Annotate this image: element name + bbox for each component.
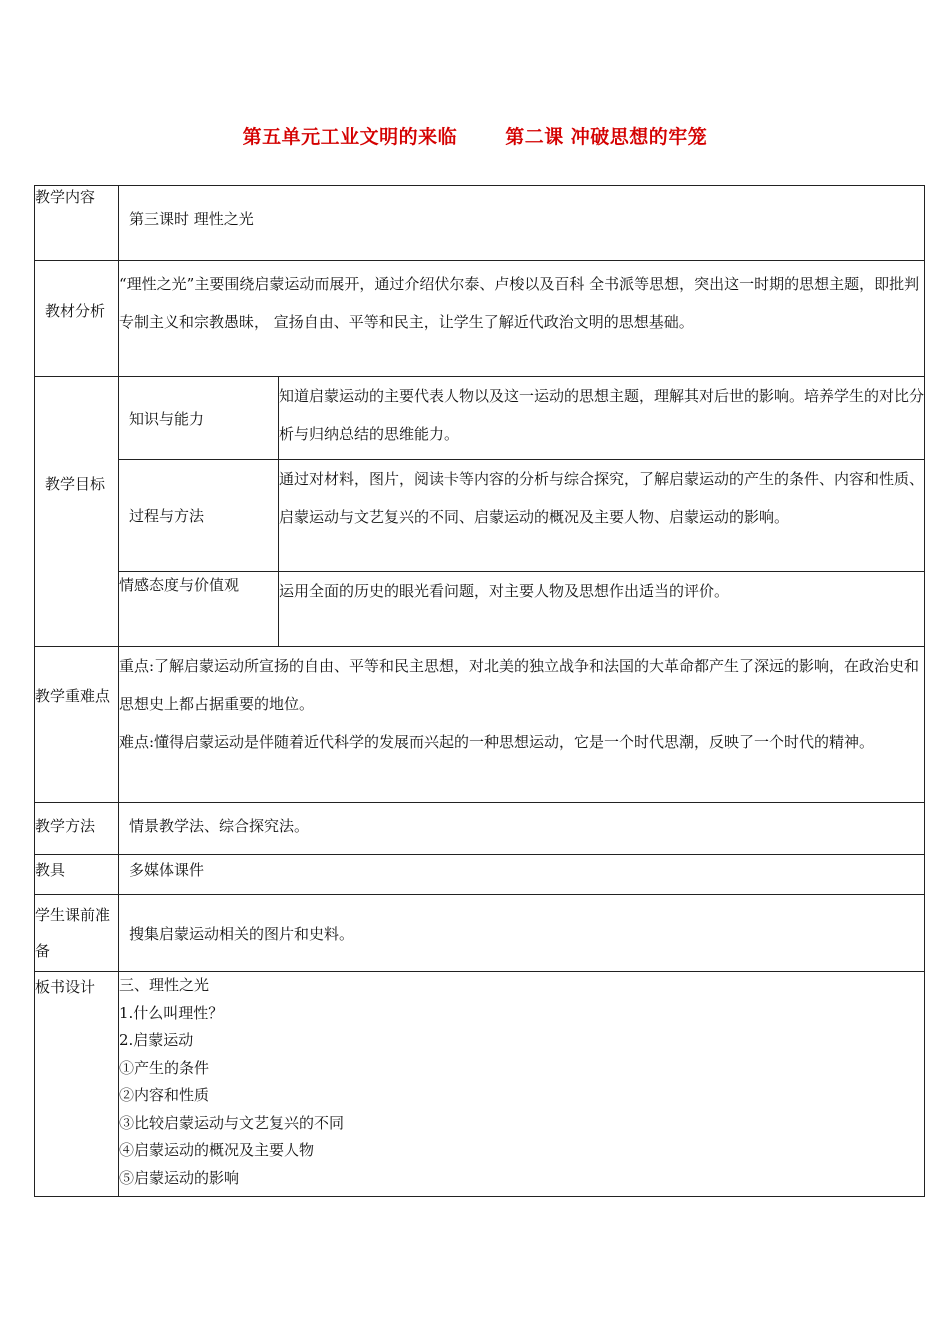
page-title (0, 122, 950, 149)
value-prep: 搜集启蒙运动相关的图片和史料。 (119, 895, 925, 972)
board-line: ①产生的条件 (119, 1058, 210, 1077)
row-keypoints (35, 647, 925, 803)
label-analysis: 教材分析 (35, 261, 119, 377)
key-point: 重点:了解启蒙运动所宣扬的自由、平等和民主思想，对北美的独立战争和法国的大革命都产生了深远的影响，在政治史和思想史上都占据重要的地位。 (119, 657, 920, 713)
value-content: 第三课时 理性之光 (119, 186, 925, 261)
lesson-plan-table (34, 185, 925, 1197)
goal-name-process: 过程与方法 (119, 460, 279, 572)
goal-name-attitude: 情感态度与价值观 (119, 572, 279, 647)
goal-text-attitude: 运用全面的历史的眼光看问题，对主要人物及思想作出适当的评价。 (279, 572, 925, 647)
board-line: ③比较启蒙运动与文艺复兴的不同 (119, 1113, 345, 1132)
goal-text-process: 通过对材料，图片，阅读卡等内容的分析与综合探究，了解启蒙运动的产生的条件、内容和性质、启蒙运动与文艺复兴的不同、启蒙运动的概况及主要人物、启蒙运动的影响。 (279, 460, 925, 572)
title-lesson: 第二课 冲破思想的牢笼 (505, 126, 708, 148)
value-analysis: “理性之光”主要围绕启蒙运动而展开，通过介绍伏尔泰、卢梭以及百科 全书派等思想，突出这一时期的思想主题，即批判专制主义和宗教愚昧， 宣扬自由、平等和民主，让学生了解近代政治文明的思想基础。 (119, 261, 925, 377)
row-prep (35, 895, 925, 972)
label-prep: 学生课前准备 (35, 895, 119, 972)
label-tools: 教具 (35, 855, 119, 895)
goal-text-knowledge: 知道启蒙运动的主要代表人物以及这一运动的思想主题，理解其对后世的影响。培养学生的对比分析与归纳总结的思维能力。 (279, 377, 925, 460)
board-line: 1.什么叫理性？ (119, 1003, 224, 1022)
title-unit: 第五单元工业文明的来临 (242, 126, 458, 148)
label-content: 教学内容 (35, 186, 119, 261)
label-board: 板书设计 (35, 972, 119, 1197)
value-board (119, 972, 925, 1197)
label-goals: 教学目标 (35, 377, 119, 647)
value-method: 情景教学法、综合探究法。 (119, 803, 925, 855)
board-line: ④启蒙运动的概况及主要人物 (119, 1141, 315, 1159)
label-keypoints: 教学重难点 (35, 647, 119, 803)
row-goal-knowledge (35, 377, 925, 460)
row-board (35, 972, 925, 1197)
row-tools (35, 855, 925, 895)
row-content (35, 186, 925, 261)
row-goal-process (35, 460, 925, 572)
row-analysis (35, 261, 925, 377)
board-line: ②内容和性质 (119, 1086, 210, 1104)
goal-name-knowledge: 知识与能力 (119, 377, 279, 460)
value-tools: 多媒体课件 (119, 855, 925, 895)
row-method (35, 803, 925, 855)
difficult-point: 难点:懂得启蒙运动是伴随着近代科学的发展而兴起的一种思想运动，它是一个时代思潮，反映了一个时代的精神。 (119, 733, 875, 751)
board-line: 三、理性之光 (119, 976, 210, 994)
board-line: ⑤启蒙运动的影响 (119, 1168, 240, 1187)
row-goal-attitude (35, 572, 925, 647)
board-line: 2.启蒙运动 (119, 1031, 194, 1049)
value-keypoints (119, 647, 925, 803)
label-method: 教学方法 (35, 803, 119, 855)
